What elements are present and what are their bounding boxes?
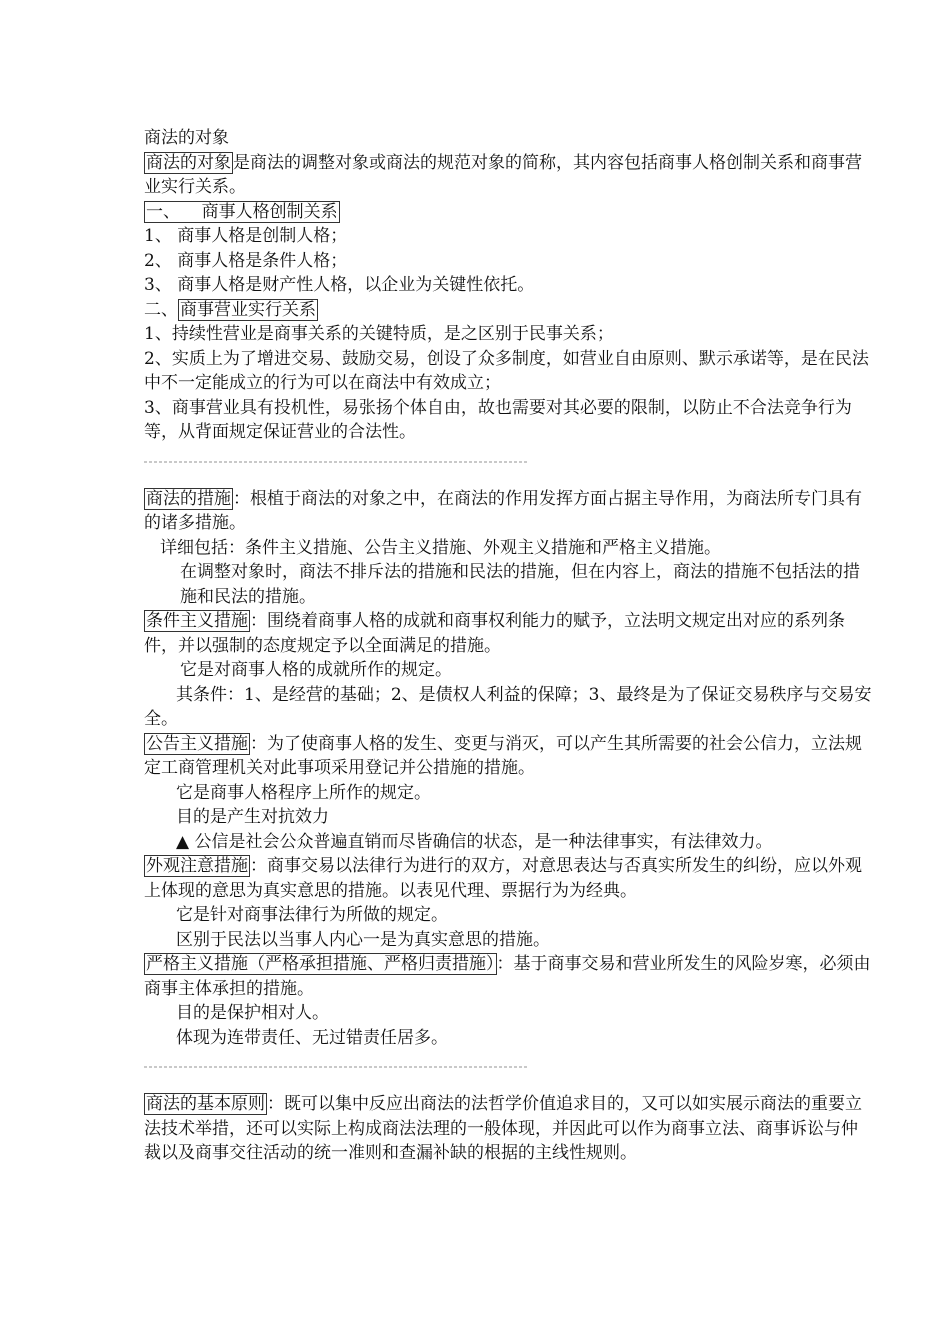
- paragraph: [144, 952, 872, 1001]
- note: 区别于民法以当事人内心一是为真实意思的措施。: [176, 929, 550, 950]
- list-item: 3、商事营业具有投机性，易张扬个体自由，故也需要对其必要的限制，以防止不合法竞争行为等，从背面规定保证营业的合法性。: [144, 397, 852, 442]
- paragraph: [144, 1092, 872, 1166]
- paragraph: [144, 151, 872, 200]
- term-box: 严格主义措施（严格承担措施、严格归责措施）: [146, 954, 495, 974]
- dotted-divider: [144, 455, 528, 467]
- list-item: 1、持续性营业是商事关系的关键特质，是之区别于民事关系；: [144, 324, 614, 344]
- note: 目的是产生对抗效力: [176, 807, 329, 827]
- note-text: 其条件：1、是经营的基础；2、是债权人利益的保障；3、最终是为了保证交易秩序与交易安全。: [144, 684, 872, 729]
- paragraph-text: ：为了使商事人格的发生、变更与消灭，可以产生其所需要的社会公信力，立法规定工商管理机关对此事项采用登记并公措施的措施。: [144, 733, 862, 778]
- term-box: 商法的基本原则: [146, 1094, 265, 1114]
- paragraph-text: ：基于商事交易和营业所发生的风险岁寒，必须由商事主体承担的措施。: [144, 954, 871, 999]
- paragraph-text: 是商法的调整对象或商法的规范对象的简称，其内容包括商事人格创制关系和商事营业实行关系。: [144, 152, 862, 197]
- paragraph: [144, 487, 872, 536]
- term-box: 商法的对象: [146, 152, 231, 173]
- paragraph: [144, 854, 872, 903]
- note: [144, 683, 872, 732]
- term-box: 外观注意措施: [146, 856, 248, 876]
- note: 它是商事人格程序上所作的规定。: [176, 782, 431, 803]
- heading: [144, 200, 872, 225]
- note: ▲ 公信是社会公众普遍直销而尽皆确信的状态，是一种法律事实，有法律效力。: [176, 831, 773, 852]
- term-box: 商事营业实行关系: [180, 299, 316, 320]
- list-item: 1、 商事人格是创制人格；: [144, 226, 348, 246]
- list-item: 2、实质上为了增进交易、鼓励交易，创设了众多制度，如营业自由原则、默示承诺等，是在民法中不一定能成立的行为可以在商法中有效成立；: [144, 348, 869, 393]
- paragraph-text: ：既可以集中反应出商法的法哲学价值追求目的，又可以如实展示商法的重要立法技术举措，还可以实际上构成商法法理的一般体现，并因此可以作为商事立法、商事诉讼与仲裁以及商事交往活动的统一准则和查漏补缺的根据的主线性规则。: [144, 1094, 862, 1163]
- paragraph: 详细包括：条件主义措施、公告主义措施、外观主义措施和严格主义措施。: [160, 537, 721, 558]
- term-box: 条件主义措施: [146, 611, 248, 631]
- heading: [144, 298, 872, 323]
- term-box: 商法的措施: [146, 488, 231, 509]
- note: 目的是保护相对人。: [176, 1003, 329, 1023]
- term-box: 一、 商事人格创制关系: [146, 201, 338, 222]
- paragraph-text: ：根植于商法的对象之中，在商法的作用发挥方面占据主导作用，为商法所专门具有的诸多措施。: [144, 488, 862, 533]
- section-title: 商法的对象: [144, 128, 229, 148]
- dotted-divider: [144, 1060, 528, 1072]
- note: 体现为连带责任、无过错责任居多。: [176, 1027, 448, 1048]
- paragraph: 在调整对象时，商法不排斥法的措施和民法的措施，但在内容上，商法的措施不包括法的措施和民法的措施。: [180, 562, 860, 607]
- list-item: 2、 商事人格是条件人格；: [144, 250, 348, 271]
- list-item: 3、 商事人格是财产性人格，以企业为关键性依托。: [144, 275, 535, 295]
- heading-prefix: 二、: [144, 299, 178, 320]
- term-box: 公告主义措施: [146, 733, 248, 754]
- note: 它是对商事人格的成就所作的规定。: [180, 660, 452, 680]
- paragraph-text: ：围绕着商事人格的成就和商事权利能力的赋予，立法明文规定出对应的系列条件，并以强制的态度规定予以全面满足的措施。: [144, 611, 845, 656]
- paragraph: [144, 732, 872, 781]
- document-page: [144, 126, 872, 1166]
- paragraph-text: ：商事交易以法律行为进行的双方，对意思表达与否真实所发生的纠纷，应以外观上体现的意思为真实意思的措施。以表见代理、票据行为为经典。: [144, 856, 862, 901]
- paragraph: [144, 609, 872, 658]
- note: 它是针对商事法律行为所做的规定。: [176, 905, 448, 925]
